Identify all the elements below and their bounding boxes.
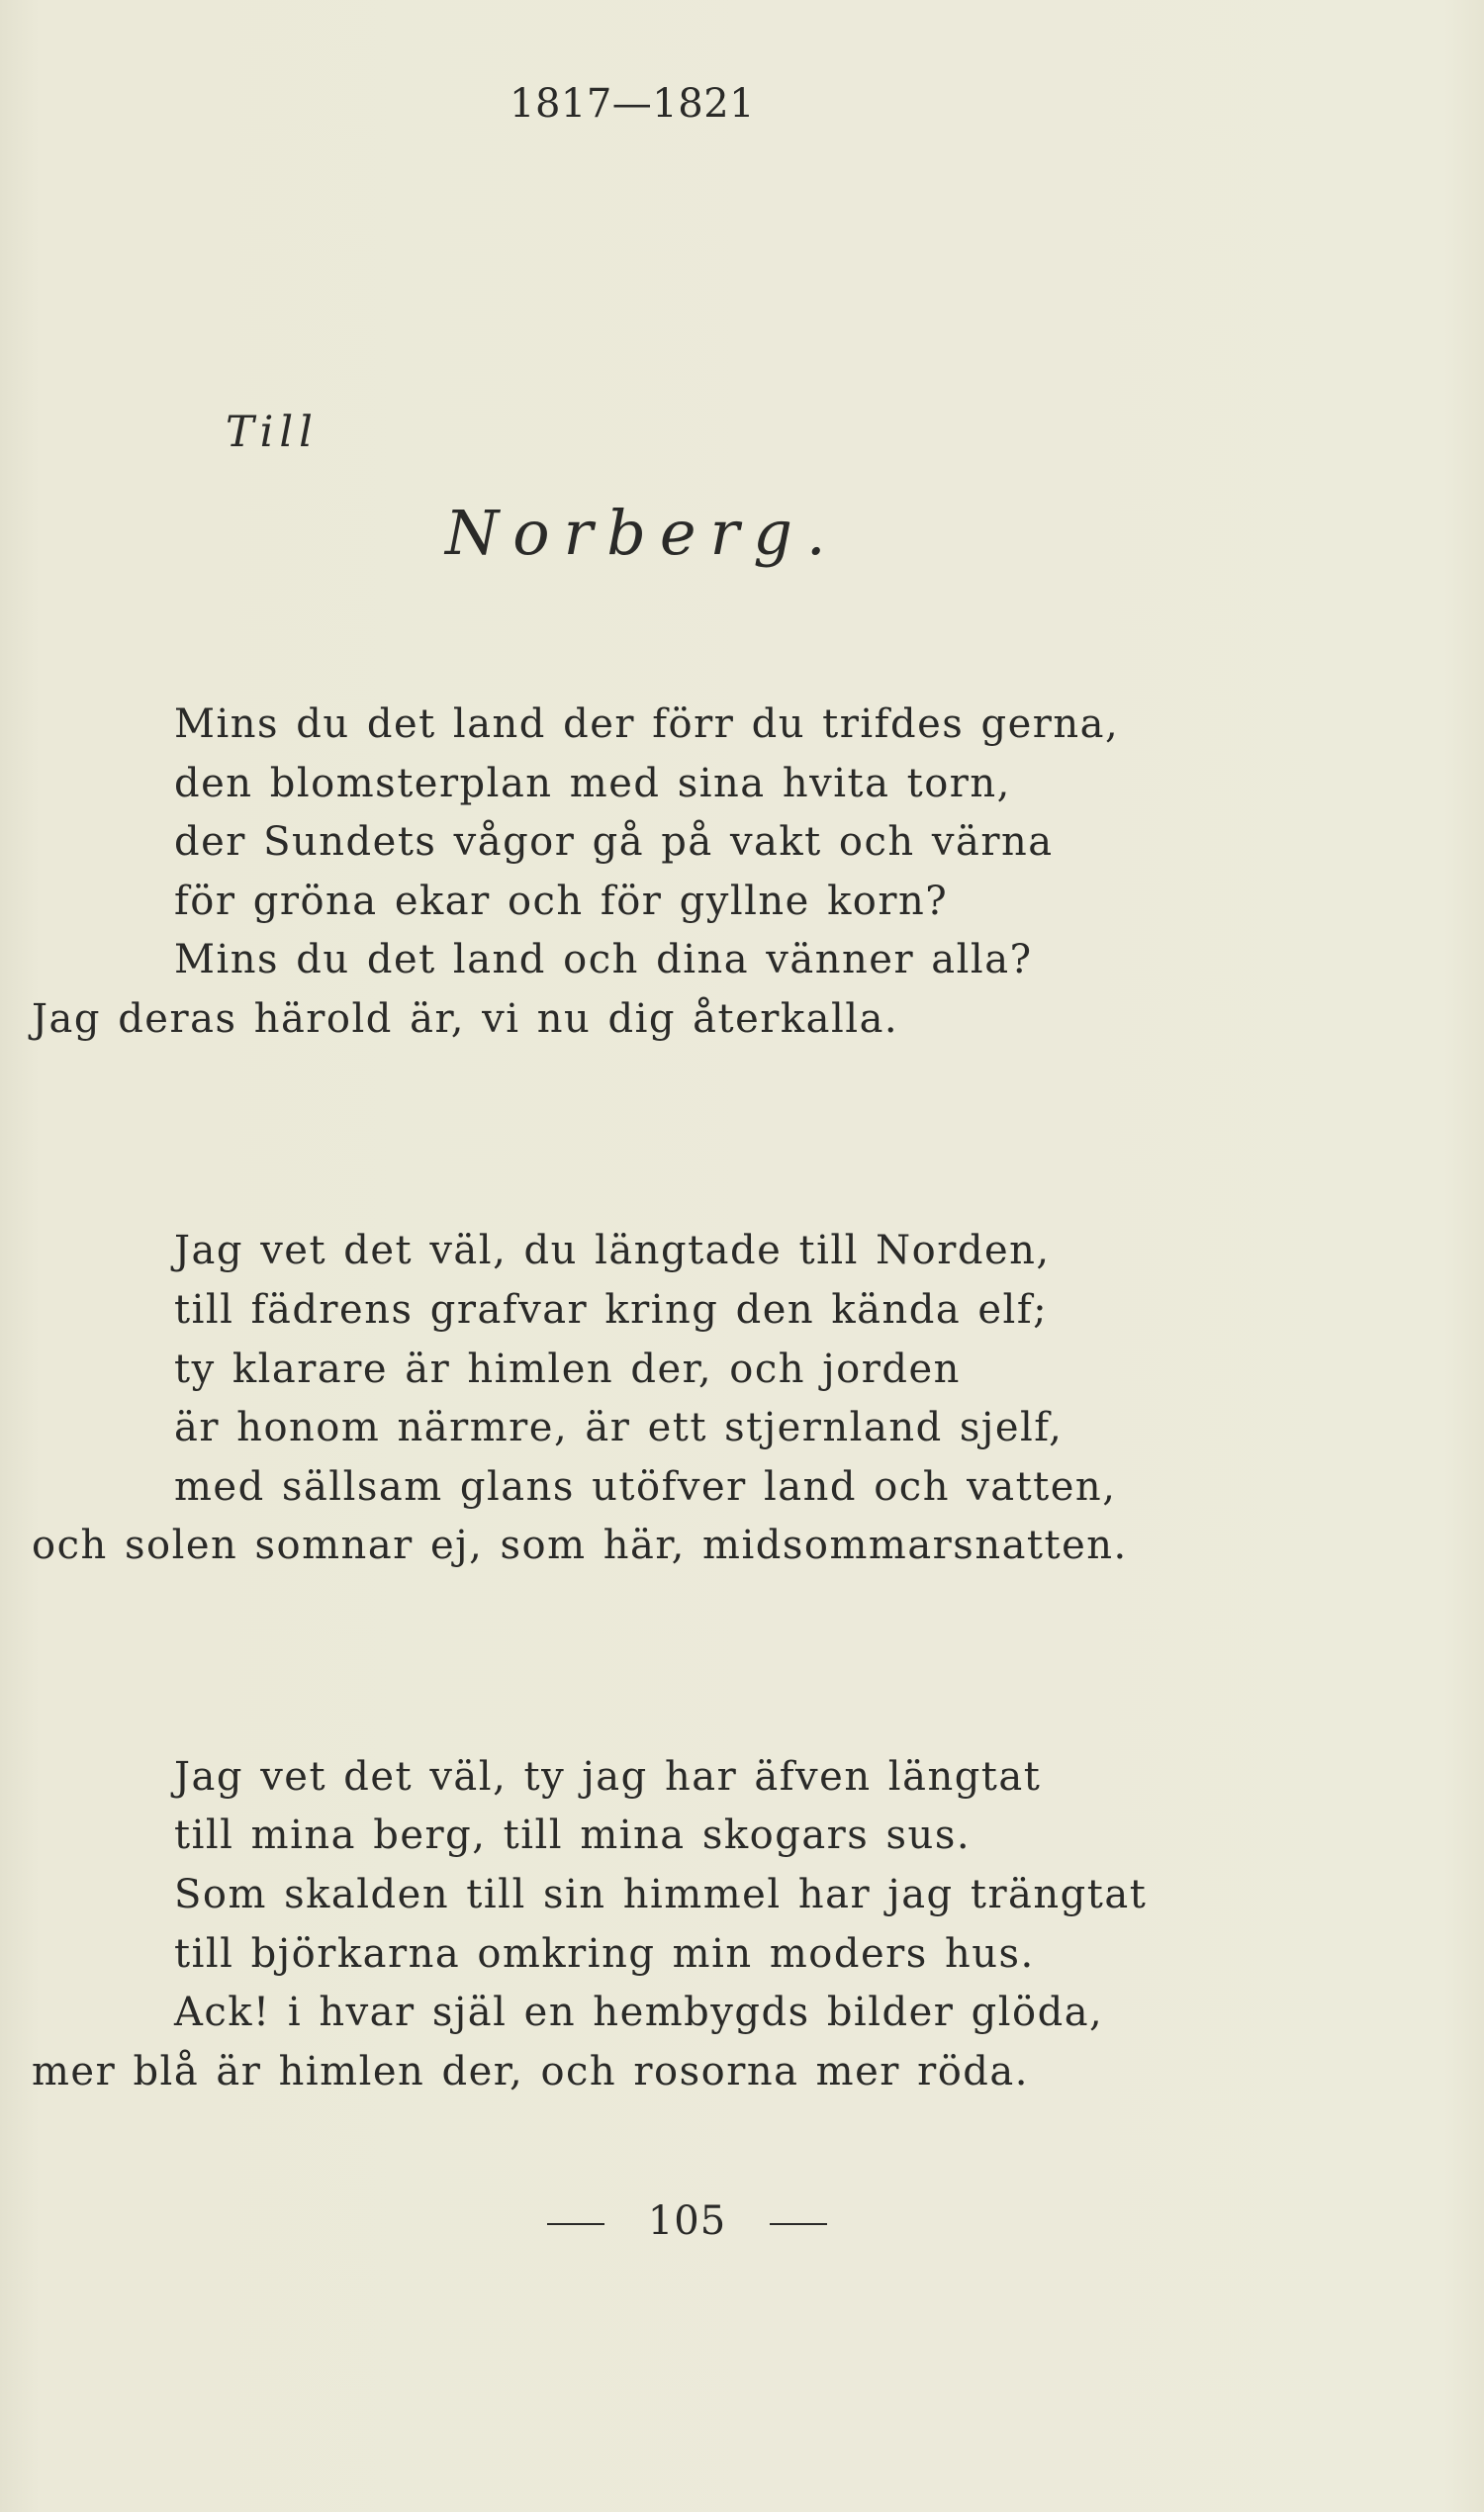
verse-line: Mins du det land och dina vänner alla? [174, 937, 1033, 982]
verse-line: Som skalden till sin himmel har jag trängtat [174, 1872, 1148, 1917]
poem-title: Norberg. [445, 497, 840, 569]
verse-line: Mins du det land der förr du trifdes gerna, [174, 701, 1120, 747]
page-number: 105 [647, 2198, 727, 2244]
verse-line: till fädrens grafvar kring den kända elf; [174, 1287, 1049, 1333]
verse-line: är honom närmre, är ett stjernland sjelf, [174, 1405, 1064, 1450]
page-folio [493, 2153, 827, 2289]
verse-line: Ack! i hvar själ en hembygds bilder glöda, [174, 1990, 1104, 2035]
verse-line: till björkarna omkring min moders hus. [174, 1931, 1035, 1977]
folio-dash-left [547, 2223, 604, 2225]
poem-dedication: Till [226, 408, 319, 457]
verse-line: Jag deras härold är, vi nu dig återkalla. [32, 996, 899, 1042]
verse-line: Jag vet det väl, ty jag har äfven längtat [174, 1754, 1042, 1800]
verse-line: mer blå är himlen der, och rosorna mer röda. [32, 2049, 1029, 2094]
verse-line: den blomsterplan med sina hvita torn, [174, 761, 1011, 806]
folio-dash-right [770, 2223, 827, 2225]
verse-line: till mina berg, till mina skogars sus. [174, 1813, 972, 1858]
running-head: 1817—1821 [510, 81, 756, 127]
verse-line: der Sundets vågor gå på vakt och värna [174, 819, 1054, 865]
verse-line: och solen somnar ej, som här, midsommarsnatten. [32, 1523, 1128, 1568]
verse-line: för gröna ekar och för gyllne korn? [174, 879, 949, 924]
verse-line: ty klarare är himlen der, och jorden [174, 1347, 961, 1392]
verse-line: Jag vet det väl, du längtade till Norden, [174, 1228, 1051, 1273]
verse-line: med sällsam glans utöfver land och vatten, [174, 1464, 1117, 1510]
